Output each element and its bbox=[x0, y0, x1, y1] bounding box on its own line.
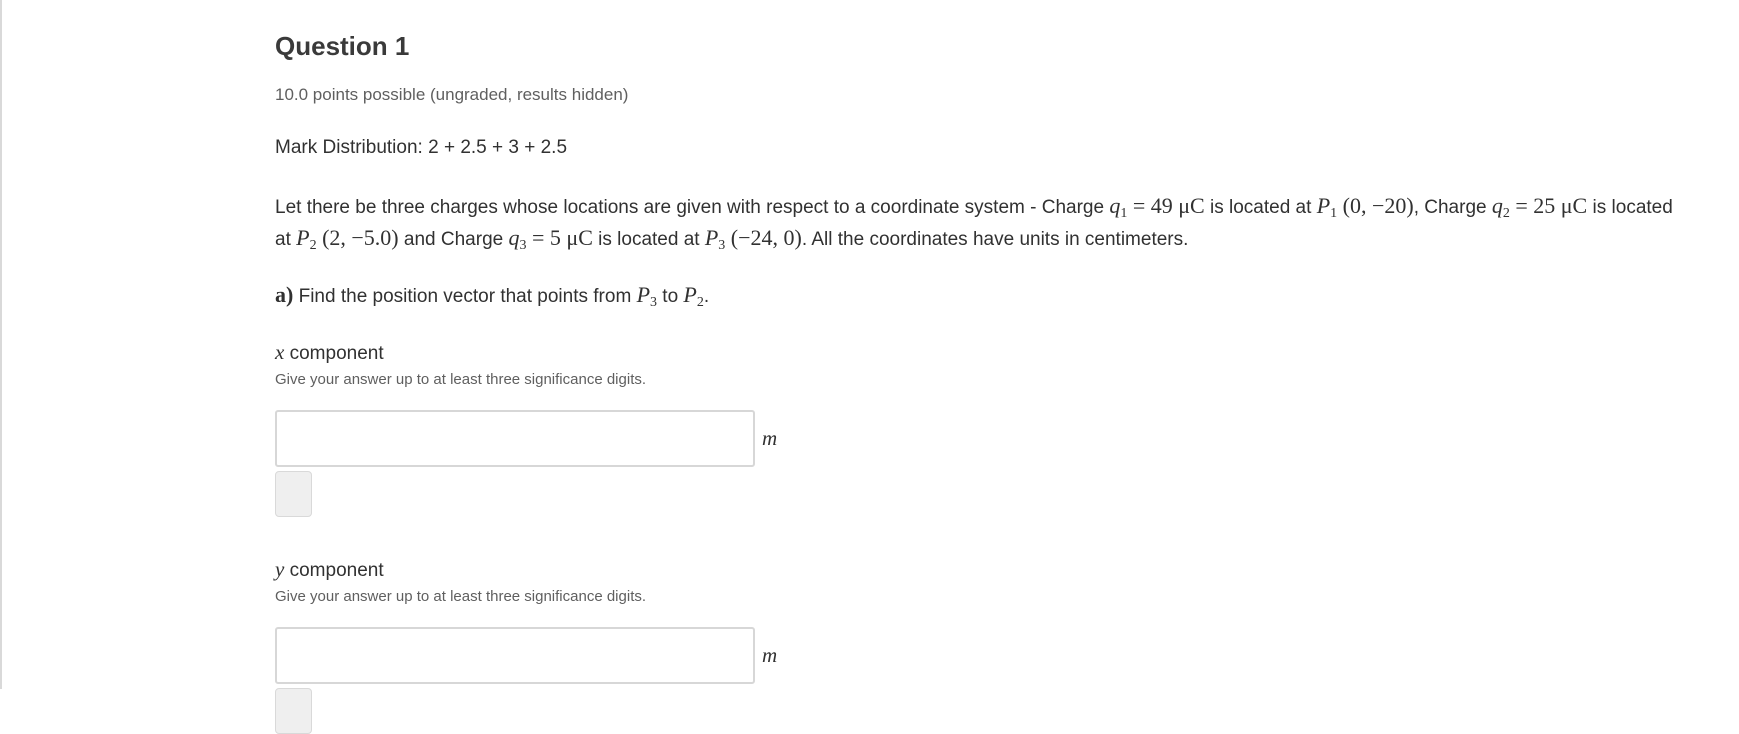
stem-text: is located at bbox=[1204, 197, 1317, 218]
stem-text: Let there be three charges whose locations are given with respect to a coordinate system - Charge bbox=[275, 197, 1110, 218]
y-unit-label: m bbox=[762, 643, 778, 667]
y-component-input[interactable] bbox=[275, 627, 755, 684]
question-title: Question 1 bbox=[275, 31, 410, 61]
point-p3: $P_3$ (−24, 0) bbox=[704, 225, 802, 253]
points-info: 10.0 points possible (ungraded, results hidden) bbox=[275, 85, 629, 104]
x-input-row bbox=[275, 410, 1675, 467]
y-component-field bbox=[275, 557, 1675, 734]
y-component-label: y component bbox=[275, 557, 384, 581]
y-status-indicator bbox=[275, 688, 312, 734]
x-component-label: x component bbox=[275, 340, 384, 364]
part-a-prompt: a) Find the position vector that points from $P_3$ to $P_2$. bbox=[275, 282, 710, 310]
stem-text: , Charge bbox=[1413, 197, 1492, 218]
stem-text: and Charge bbox=[398, 229, 509, 250]
x-unit-label: m bbox=[762, 426, 778, 450]
point-to: $P_2$ bbox=[683, 282, 704, 310]
point-p2: $P_2$ (2, −5.0) bbox=[296, 225, 399, 253]
x-status-indicator bbox=[275, 471, 312, 517]
charge-q2: $q_2 = 25$ μC bbox=[1491, 193, 1588, 221]
left-border bbox=[0, 0, 2, 689]
x-component-input[interactable] bbox=[275, 410, 755, 467]
point-p1: $P_1$ (0, −20) bbox=[1316, 193, 1414, 221]
charge-q3: $q_3 = 5$ μC bbox=[508, 225, 593, 253]
point-from: $P_3$ bbox=[636, 282, 658, 310]
y-input-row bbox=[275, 627, 1675, 684]
problem-container bbox=[275, 30, 1675, 734]
x-component-hint: Give your answer up to at least three significance digits. bbox=[275, 371, 647, 388]
mark-distribution: Mark Distribution: 2 + 2.5 + 3 + 2.5 bbox=[275, 137, 568, 158]
question-stem bbox=[275, 191, 1675, 255]
y-component-hint: Give your answer up to at least three significance digits. bbox=[275, 588, 647, 605]
stem-text: is located at bbox=[275, 197, 1673, 250]
charge-q1: $q_1 = 49$ μC bbox=[1109, 193, 1205, 221]
part-letter: a) bbox=[275, 282, 294, 307]
stem-text: is located at bbox=[592, 229, 705, 250]
x-component-field bbox=[275, 340, 1675, 517]
stem-text: . All the coordinates have units in centimeters. bbox=[801, 229, 1189, 250]
